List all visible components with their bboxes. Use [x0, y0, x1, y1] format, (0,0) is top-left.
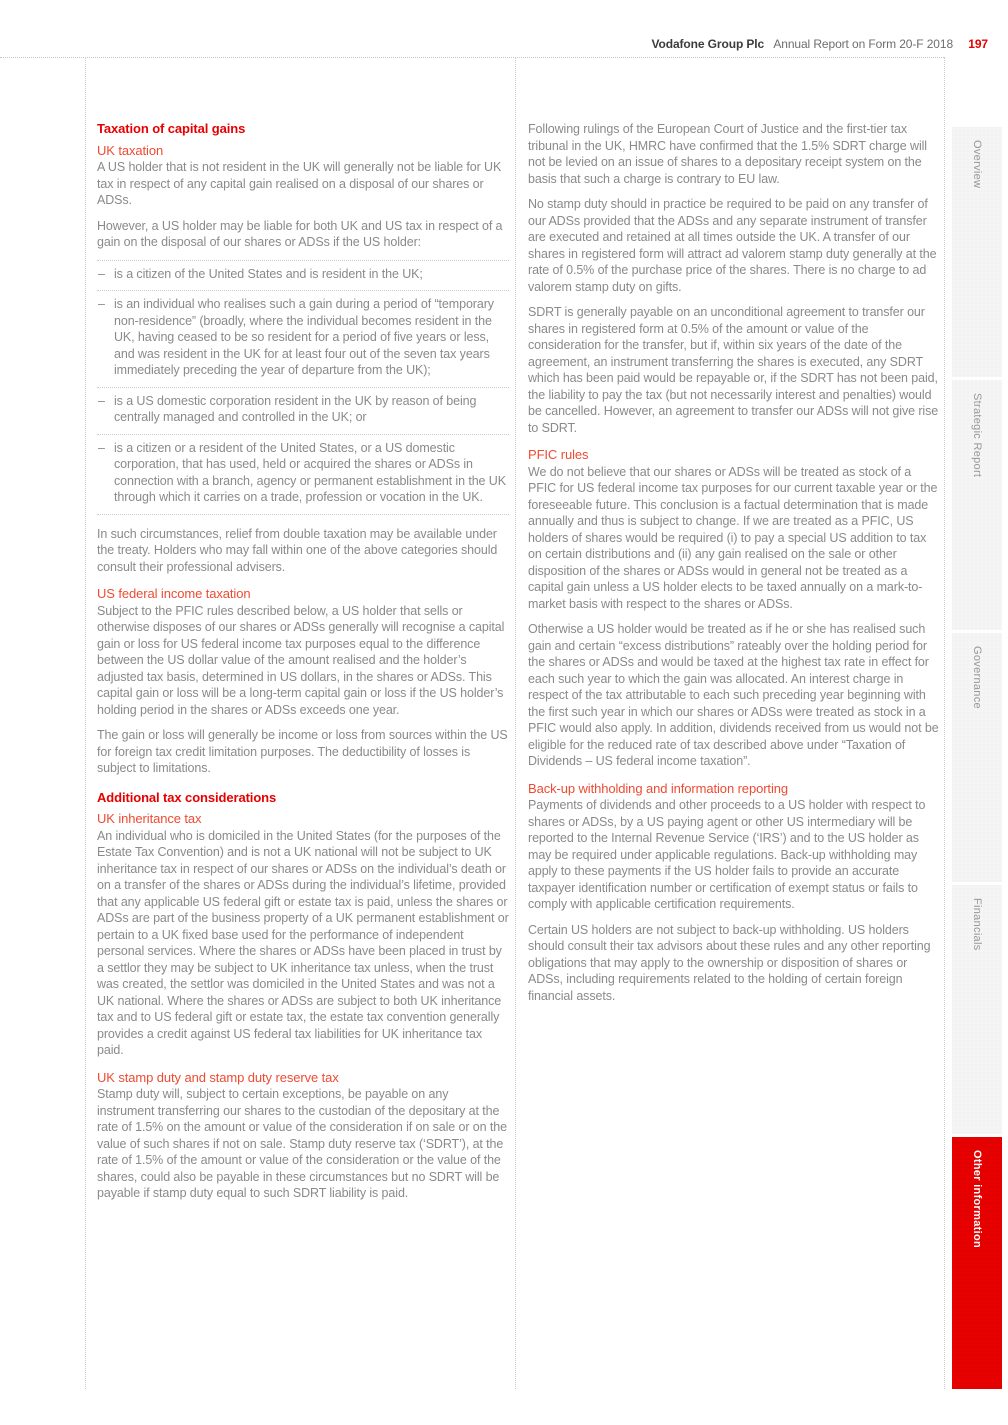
company-name: Vodafone Group Plc: [651, 37, 765, 51]
sub-heading-uk-stamp-duty: UK stamp duty and stamp duty reserve tax: [97, 1069, 339, 1085]
tab-overview[interactable]: [952, 127, 1002, 377]
paragraph: Stamp duty will, subject to certain exceptions, be payable on any instrument transferring our shares to the custodian of the depositary at the rate of 1.5% on the amount or value of the consideration if on sale or on the value of such shares if not on sale. Stamp duty reserve tax (‘SDRT’), at the rate of 1.5% of the amount or value of the consideration or the value of the shares, could also be payable in these circumstances but no SDRT will be payable if stamp duty equal to such SDRT liability is paid.: [97, 1087, 507, 1200]
right-column: [528, 121, 940, 1013]
tab-strategic-report-label: Strategic Report: [971, 393, 983, 478]
sub-heading-uk-inheritance-tax: UK inheritance tax: [97, 811, 202, 826]
paragraph: In such circumstances, relief from double taxation may be available under the treaty. Holders who may fall within one of the above categories should consult their professional advisers.: [97, 526, 498, 574]
sub-heading-backup-withholding: Back-up withholding and information reporting: [528, 780, 788, 796]
list-item-text: is an individual who realises such a gain during a period of “temporary non-residence” (broadly, where the individual becomes resident in the UK, having ceased to be so resident for a period of five years or less, and was resident in the UK for at least four out of the seven tax years immediately preceding the year of departure from the UK);: [114, 297, 494, 377]
paragraph: Payments of dividends and other proceeds to a US holder with respect to shares or ADSs, by a US paying agent or other US intermediary will be reported to the Internal Revenue Service (‘IRS’) and to the US holder as may be required under applicable regulations. Back-up withholding may apply to these payments if the US holder fails to provide an accurate taxpayer identification number or certification of exempt status or fails to comply with applicable certification requirements.: [528, 798, 926, 911]
paragraph: A US holder that is not resident in the UK will generally not be liable for UK tax in respect of any capital gain realised on a disposal of our shares or ADSs.: [97, 160, 502, 207]
tab-governance-label: Governance: [971, 646, 983, 709]
paragraph: An individual who is domiciled in the United States (for the purposes of the Estate Tax Convention) and is not a UK national will not be subject to UK inheritance tax in respect of our shares or ADSs on the individual’s death or on a transfer of the shares or ADSs during the individual’s lifetime, provided that any applicable US federal gift or estate tax is paid, unless the shares or ADSs are part of the business property of a UK permanent establishment or pertain to a UK fixed base used for the performance of independent personal services. Where the shares or ADSs have been placed in trust by a settlor they may be subject to UK inheritance tax unless, when the trust was created, the settlor was domiciled in the United States and was not a UK national. Where the shares or ADSs are subject to both UK inheritance tax and to US federal gift or estate tax, the estate tax convention generally provides a credit against US federal tax liabilities for UK inheritance tax paid.: [97, 828, 509, 1057]
paragraph: Subject to the PFIC rules described below, a US holder that sells or otherwise disposes of our shares or ADSs generally will recognise a capital gain or loss for US federal income tax purposes equal to the difference between the US dollar value of the amount realised and the holder’s adjusted tax basis, determined in US dollars, in the shares or ADSs. This capital gain or loss will be a long-term capital gain or loss if the US holder’s holding period in the shares or ADSs exceeds one year.: [97, 603, 505, 717]
paragraph: We do not believe that our shares or ADSs will be treated as stock of a PFIC for US federal income tax purposes for our current taxable year or the foreseeable future. This conclusion is a factual determination that is made annually and thus is subject to change. If we are treated as a PFIC, US holders of shares would be required (i) to pay a special US addition to tax on certain distributions and (ii) any gain realised on the sale or other disposition of the shares or ADSs would in general not be treated as a capital gain unless a US holder elects to be taxed annually on a mark-to-market basis with respect to the shares or ADSs.: [528, 464, 938, 611]
paragraph: The gain or loss will generally be income or loss from sources within the US for foreign tax credit limitation purposes. The deductibility of losses is subject to limitations.: [97, 728, 508, 775]
tab-strategic-report[interactable]: [952, 380, 1002, 630]
paragraph: No stamp duty should in practice be required to be paid on any transfer of our ADSs provided that the ADSs and any separate instrument of transfer are executed and retained at all times outside the UK. A transfer of our shares in registered form will attract ad valorem stamp duty generally at the rate of 0.5% of the purchase price of the shares. There is no charge to ad valorem stamp duty on gifts.: [528, 197, 937, 294]
sub-heading-pfic-rules: PFIC rules: [528, 447, 589, 462]
dash-bullet: –: [98, 393, 105, 408]
dash-bullet: –: [98, 440, 105, 455]
column-divider: [515, 57, 516, 1389]
page-header: [651, 37, 988, 51]
paragraph: SDRT is generally payable on an unconditional agreement to transfer our shares in registered form at 0.5% of the amount or value of the consideration for the transfer, but if, within six years of the date of the agreement, an instrument transferring the shares is executed, any SDRT which has been paid would be repayable or, if the SDRT has not been paid, the liability to pay the tax (but not necessarily interest and penalties) would be cancelled. However, an agreement to transfer our ADSs will not give rise to SDRT.: [528, 305, 939, 435]
paragraph: However, a US holder may be liable for both UK and US tax in respect of a gain on the disposal of our shares or ADSs if the US holder:: [97, 218, 503, 249]
section-title-taxation-of-capital-gains: Taxation of capital gains: [97, 121, 246, 136]
paragraph: Otherwise a US holder would be treated as if he or she has realised such gain and certain “excess distributions” rateably over the holding period for the shares or ADSs and would be taxed at the highest tax rate in effect for each such year to which the gain was allocated. An interest charge in respect of the tax attributable to each such preceding year beginning with the first such year in which our shares or ADSs were treated as stock in a PFIC would also apply. In addition, dividends received from us would not be eligible for the reduced rate of tax described above under “Taxation of Dividends – US federal income taxation”.: [528, 622, 939, 768]
page-number: 197: [968, 37, 988, 51]
page-content: [85, 57, 945, 1389]
list-item: [97, 387, 509, 434]
paragraph: Following rulings of the European Court of Justice and the first-tier tax tribunal in the UK, HMRC have confirmed that the 1.5% SDRT charge will not be levied on an issue of shares to a depositary receipt system on the basis that such a charge is contrary to EU law.: [528, 122, 927, 186]
list-item: [97, 260, 509, 291]
sub-heading-uk-taxation: UK taxation: [97, 142, 164, 158]
list-item-text: is a citizen or a resident of the United States, or a US domestic corporation, that has used, held or acquired the shares or ADSs in connection with a branch, agency or permanent establishment in the UK through which it carries on a trade, profession or vocation in the UK.: [114, 440, 506, 504]
tab-financials-label: Financials: [971, 898, 983, 951]
list-item: [97, 434, 509, 515]
report-title: Annual Report on Form 20-F 2018: [773, 37, 954, 51]
left-column: [97, 121, 509, 1211]
paragraph: Certain US holders are not subject to back-up withholding. US holders should consult their tax advisors about these rules and any other reporting obligations that may apply to the ownership or disposition of shares or ADSs, including requirements related to the holding of certain foreign financial assets.: [528, 922, 931, 1003]
tab-overview-label: Overview: [971, 140, 983, 189]
list-item-text: is a US domestic corporation resident in the UK by reason of being centrally managed and controlled in the UK; or: [114, 393, 477, 424]
dash-bullet: –: [98, 266, 105, 281]
section-title-additional-tax-considerations: Additional tax considerations: [97, 789, 277, 805]
tab-other-information[interactable]: [952, 1137, 1002, 1389]
tab-other-information-label: Other information: [971, 1150, 983, 1248]
sub-heading-us-federal-income-taxation: US federal income taxation: [97, 586, 251, 601]
list-item-text: is a citizen of the United States and is resident in the UK;: [114, 266, 423, 281]
holder-conditions-list: [97, 260, 509, 515]
tab-financials[interactable]: [952, 885, 1002, 1134]
list-item: [97, 290, 509, 387]
tab-governance[interactable]: [952, 633, 1002, 882]
dash-bullet: –: [98, 297, 105, 311]
